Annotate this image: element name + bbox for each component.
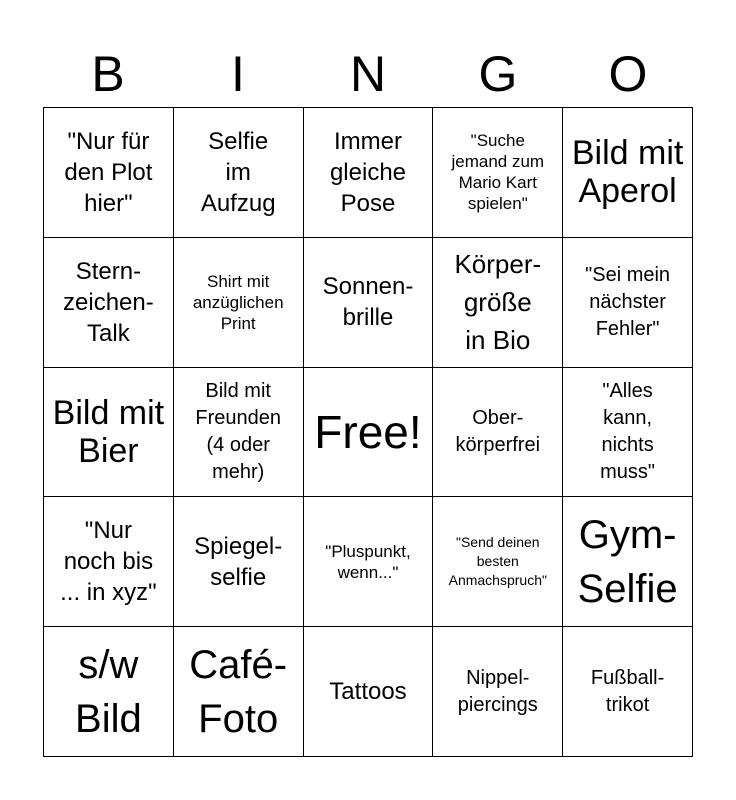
bingo-cell-text: Tattoos bbox=[329, 678, 407, 706]
bingo-cell[interactable] bbox=[563, 497, 693, 627]
bingo-cell-text: Ober- körperfrei bbox=[455, 406, 541, 456]
bingo-cell[interactable] bbox=[304, 238, 434, 368]
bingo-cell-text: Shirt mit anzüglichen Print bbox=[192, 271, 284, 333]
bingo-cell-text: Gym- Selfie bbox=[577, 512, 678, 611]
bingo-cell[interactable] bbox=[44, 497, 174, 627]
header-letter-n: N bbox=[349, 46, 387, 102]
bingo-cell[interactable] bbox=[563, 108, 693, 238]
bingo-cell[interactable] bbox=[563, 368, 693, 498]
bingo-cell[interactable] bbox=[174, 108, 304, 238]
bingo-cell-text: "Suche jemand zum Mario Kart spielen" bbox=[451, 131, 545, 214]
bingo-cell-text: Fußball- trikot bbox=[590, 666, 665, 716]
bingo-cell[interactable] bbox=[433, 238, 563, 368]
bingo-cell[interactable] bbox=[44, 368, 174, 498]
bingo-cell[interactable] bbox=[433, 368, 563, 498]
header-letter-o: O bbox=[608, 46, 648, 102]
header-letter-g: G bbox=[478, 46, 518, 102]
bingo-cell-text: Bild mit Bier bbox=[52, 393, 165, 470]
bingo-cell[interactable] bbox=[304, 108, 434, 238]
bingo-cell-text: Spiegel- selfie bbox=[194, 532, 283, 591]
bingo-cell[interactable] bbox=[44, 108, 174, 238]
bingo-cell-text: Bild mit Freunden (4 oder mehr) bbox=[195, 379, 281, 483]
bingo-cell-text: Stern- zeichen- Talk bbox=[63, 257, 154, 347]
bingo-cell-text: Sonnen- brille bbox=[322, 273, 414, 332]
bingo-cell-text: Immer gleiche Pose bbox=[329, 127, 407, 217]
bingo-cell[interactable] bbox=[433, 108, 563, 238]
bingo-cell-text: "Nur noch bis ... in xyz" bbox=[60, 517, 157, 607]
bingo-cell-text: Free! bbox=[314, 405, 422, 458]
bingo-cell[interactable] bbox=[563, 627, 693, 757]
bingo-cell-text: "Alles kann, nichts muss" bbox=[600, 379, 656, 483]
bingo-cell-text: Selfie im Aufzug bbox=[200, 127, 276, 217]
bingo-cell-text: "Sei mein nächster Fehler" bbox=[585, 263, 671, 340]
bingo-cell[interactable] bbox=[174, 368, 304, 498]
bingo-cell-text: Bild mit Aperol bbox=[571, 134, 684, 211]
bingo-cell[interactable] bbox=[433, 497, 563, 627]
bingo-cell[interactable] bbox=[304, 368, 434, 498]
bingo-cell[interactable] bbox=[304, 627, 434, 757]
bingo-cell[interactable] bbox=[44, 238, 174, 368]
bingo-cell[interactable] bbox=[433, 627, 563, 757]
bingo-cell[interactable] bbox=[174, 497, 304, 627]
header-letter-i: I bbox=[231, 46, 245, 102]
bingo-grid bbox=[43, 107, 693, 757]
bingo-cell[interactable] bbox=[563, 238, 693, 368]
bingo-header bbox=[43, 40, 693, 108]
bingo-cell-text: "Pluspunkt, wenn..." bbox=[325, 541, 411, 582]
bingo-cell[interactable] bbox=[174, 627, 304, 757]
bingo-cell-text: Körper- größe in Bio bbox=[454, 249, 542, 356]
bingo-cell[interactable] bbox=[44, 627, 174, 757]
bingo-cell-text: Café- Foto bbox=[189, 642, 288, 741]
bingo-cell-text: Nippel- piercings bbox=[457, 666, 538, 716]
bingo-cell-text: s/w Bild bbox=[75, 642, 142, 741]
bingo-cell[interactable] bbox=[174, 238, 304, 368]
bingo-cell-text: "Nur für den Plot hier" bbox=[64, 127, 153, 217]
header-letter-b: B bbox=[91, 46, 125, 102]
bingo-cell[interactable] bbox=[304, 497, 434, 627]
bingo-cell-text: "Send deinen besten Anmachspruch" bbox=[448, 534, 547, 589]
